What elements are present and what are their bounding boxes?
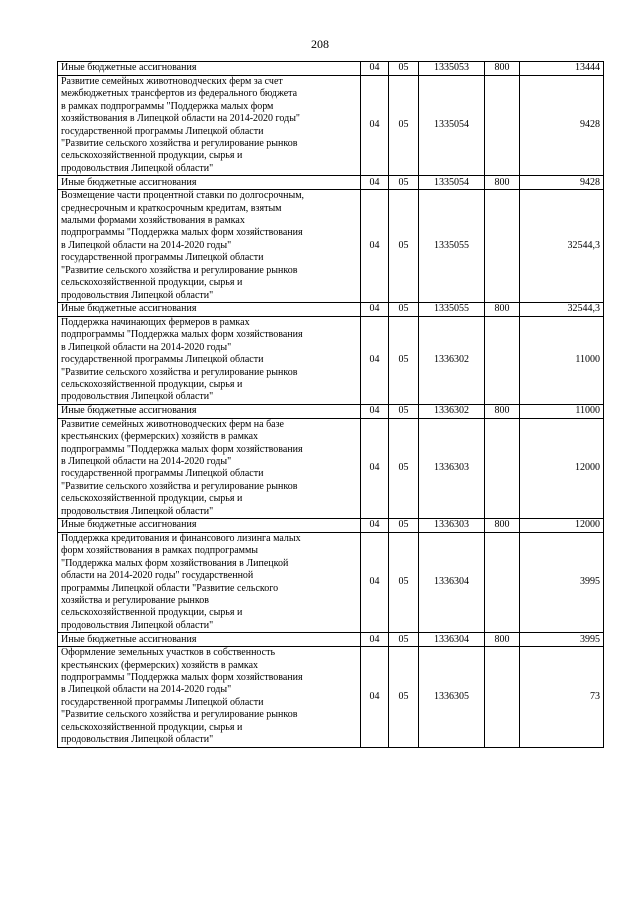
expense-name-line: сельскохозяйственной продукции, сырья и xyxy=(61,378,243,390)
subsection-code: 05 xyxy=(389,176,419,190)
expense-name-line: государственной программы Липецкой области xyxy=(61,252,264,264)
subsection-code: 05 xyxy=(389,633,419,647)
table-row xyxy=(58,404,604,418)
expense-name-line: государственной программы Липецкой области xyxy=(61,696,264,708)
section-code: 04 xyxy=(361,62,389,76)
expense-name: Иные бюджетные ассигнования xyxy=(58,519,361,533)
amount: 32544,3 xyxy=(520,190,604,303)
expense-name-line: "Развитие сельского хозяйства и регулирование рынков xyxy=(61,366,298,378)
expense-name-line: сельскохозяйственной продукции, сырья и xyxy=(61,493,243,505)
expense-name-line: государственной программы Липецкой области xyxy=(61,354,264,366)
expense-name-line: "Развитие сельского хозяйства и регулирование рынков xyxy=(61,138,298,150)
section-code: 04 xyxy=(361,533,389,633)
expense-name-line: государственной программы Липецкой области xyxy=(61,468,264,480)
expense-name-line: Развитие семейных животноводческих ферм за счет xyxy=(61,76,283,87)
amount: 12000 xyxy=(520,519,604,533)
expense-name-line: сельскохозяйственной продукции, сырья и xyxy=(61,721,243,733)
expense-type-code xyxy=(485,316,520,404)
subsection-code: 05 xyxy=(389,533,419,633)
amount: 32544,3 xyxy=(520,302,604,316)
expense-name-line: сельскохозяйственной продукции, сырья и xyxy=(61,607,243,619)
subsection-code: 05 xyxy=(389,76,419,176)
expense-type-code xyxy=(485,418,520,518)
expense-name-line: подпрограммы "Поддержка малых форм хозяйствования xyxy=(61,443,303,455)
amount: 12000 xyxy=(520,418,604,518)
expense-name-line: малыми формами хозяйствования в рамках xyxy=(61,215,245,227)
section-code: 04 xyxy=(361,633,389,647)
section-code: 04 xyxy=(361,647,389,747)
expense-name-line: продовольствия Липецкой области" xyxy=(61,391,214,403)
expense-name xyxy=(58,418,361,518)
target-article-code: 1336303 xyxy=(419,519,485,533)
expense-name: Иные бюджетные ассигнования xyxy=(58,404,361,418)
expense-name-line: подпрограммы "Поддержка малых форм хозяйствования xyxy=(61,329,303,341)
expense-name-line: "Поддержка малых форм хозяйствования в Липецкой xyxy=(61,557,289,569)
expense-name-line: в Липецкой области на 2014-2020 годы" xyxy=(61,341,232,353)
expense-name-line: продовольствия Липецкой области" xyxy=(61,619,214,631)
amount: 3995 xyxy=(520,533,604,633)
expense-name-line: форм хозяйствования в рамках подпрограммы xyxy=(61,545,259,557)
expense-name xyxy=(58,76,361,176)
table-row xyxy=(58,302,604,316)
expense-name-line: среднесрочным и краткосрочным кредитам, взятым xyxy=(61,202,282,214)
expense-name-line: области на 2014-2020 годы" государственной xyxy=(61,570,254,582)
target-article-code: 1335054 xyxy=(419,76,485,176)
expense-name-line: государственной программы Липецкой области xyxy=(61,125,264,137)
section-code: 04 xyxy=(361,76,389,176)
expense-name-line: в Липецкой области на 2014-2020 годы" xyxy=(61,239,232,251)
target-article-code: 1335055 xyxy=(419,190,485,303)
subsection-code: 05 xyxy=(389,316,419,404)
expense-name-line: подпрограммы "Поддержка малых форм хозяйствования xyxy=(61,227,303,239)
expense-name-line: в рамках подпрограммы "Поддержка малых форм xyxy=(61,100,274,112)
expense-name: Иные бюджетные ассигнования xyxy=(58,176,361,190)
expense-name xyxy=(58,647,361,747)
amount: 3995 xyxy=(520,633,604,647)
expense-type-code xyxy=(485,647,520,747)
expense-name xyxy=(58,533,361,633)
section-code: 04 xyxy=(361,176,389,190)
expense-type-code xyxy=(485,76,520,176)
target-article-code: 1335054 xyxy=(419,176,485,190)
section-code: 04 xyxy=(361,316,389,404)
subsection-code: 05 xyxy=(389,418,419,518)
expense-name: Иные бюджетные ассигнования xyxy=(58,62,361,76)
table-row xyxy=(58,190,604,303)
amount: 9428 xyxy=(520,76,604,176)
amount: 11000 xyxy=(520,316,604,404)
expense-name-line: продовольствия Липецкой области" xyxy=(61,289,214,301)
expense-name-line: "Развитие сельского хозяйства и регулирование рынков xyxy=(61,480,298,492)
table-row xyxy=(58,62,604,76)
budget-table xyxy=(57,61,604,748)
subsection-code: 05 xyxy=(389,302,419,316)
expense-name-line: хозяйствования в Липецкой области на 2014-2020 годы" xyxy=(61,113,301,125)
expense-type-code: 800 xyxy=(485,404,520,418)
expense-name-line: Развитие семейных животноводческих ферм на базе xyxy=(61,418,284,430)
expense-name xyxy=(58,190,361,303)
expense-name-line: продовольствия Липецкой области" xyxy=(61,162,214,174)
section-code: 04 xyxy=(361,519,389,533)
expense-type-code xyxy=(485,533,520,633)
amount: 9428 xyxy=(520,176,604,190)
expense-type-code: 800 xyxy=(485,519,520,533)
expense-name-line: в Липецкой области на 2014-2020 годы" xyxy=(61,684,232,696)
target-article-code: 1336303 xyxy=(419,418,485,518)
expense-name-line: Поддержка начинающих фермеров в рамках xyxy=(61,316,250,328)
expense-type-code xyxy=(485,190,520,303)
target-article-code: 1335053 xyxy=(419,62,485,76)
expense-type-code: 800 xyxy=(485,302,520,316)
expense-name-line: продовольствия Липецкой области" xyxy=(61,505,214,517)
table-row xyxy=(58,418,604,518)
subsection-code: 05 xyxy=(389,404,419,418)
amount: 73 xyxy=(520,647,604,747)
target-article-code: 1336302 xyxy=(419,316,485,404)
table-row xyxy=(58,633,604,647)
section-code: 04 xyxy=(361,190,389,303)
section-code: 04 xyxy=(361,418,389,518)
subsection-code: 05 xyxy=(389,190,419,303)
budget-table-body xyxy=(58,62,604,748)
expense-name-line: крестьянских (фермерских) хозяйств в рамках xyxy=(61,659,259,671)
target-article-code: 1336305 xyxy=(419,647,485,747)
expense-name-line: в Липецкой области на 2014-2020 годы" xyxy=(61,455,232,467)
target-article-code: 1336304 xyxy=(419,633,485,647)
expense-name-line: "Развитие сельского хозяйства и регулирование рынков xyxy=(61,709,298,721)
target-article-code: 1336304 xyxy=(419,533,485,633)
section-code: 04 xyxy=(361,404,389,418)
expense-type-code: 800 xyxy=(485,633,520,647)
target-article-code: 1336302 xyxy=(419,404,485,418)
subsection-code: 05 xyxy=(389,519,419,533)
expense-type-code: 800 xyxy=(485,176,520,190)
table-row xyxy=(58,533,604,633)
expense-type-code: 800 xyxy=(485,62,520,76)
table-row xyxy=(58,76,604,176)
expense-name-line: крестьянских (фермерских) хозяйств в рамках xyxy=(61,431,259,443)
target-article-code: 1335055 xyxy=(419,302,485,316)
amount: 13444 xyxy=(520,62,604,76)
amount: 11000 xyxy=(520,404,604,418)
expense-name-line: Поддержка кредитования и финансового лизинга малых xyxy=(61,533,301,544)
expense-name-line: межбюджетных трансфертов из федерального бюджета xyxy=(61,88,298,100)
table-row xyxy=(58,176,604,190)
expense-name xyxy=(58,316,361,404)
expense-name-line: хозяйства и регулирование рынков xyxy=(61,595,209,607)
expense-name-line: Возмещение части процентной ставки по долгосрочным, xyxy=(61,190,305,202)
subsection-code: 05 xyxy=(389,647,419,747)
expense-name-line: программы Липецкой области "Развитие сельского xyxy=(61,582,279,594)
table-row xyxy=(58,316,604,404)
subsection-code: 05 xyxy=(389,62,419,76)
page-number: 208 xyxy=(311,37,329,51)
table-row xyxy=(58,519,604,533)
expense-name-line: "Развитие сельского хозяйства и регулирование рынков xyxy=(61,264,298,276)
expense-name: Иные бюджетные ассигнования xyxy=(58,633,361,647)
expense-name-line: сельскохозяйственной продукции, сырья и xyxy=(61,277,243,289)
table-row xyxy=(58,647,604,747)
expense-name-line: подпрограммы "Поддержка малых форм хозяйствования xyxy=(61,672,303,684)
expense-name-line: сельскохозяйственной продукции, сырья и xyxy=(61,150,243,162)
expense-name: Иные бюджетные ассигнования xyxy=(58,302,361,316)
expense-name-line: Оформление земельных участков в собственность xyxy=(61,647,276,659)
section-code: 04 xyxy=(361,302,389,316)
expense-name-line: продовольствия Липецкой области" xyxy=(61,734,214,746)
